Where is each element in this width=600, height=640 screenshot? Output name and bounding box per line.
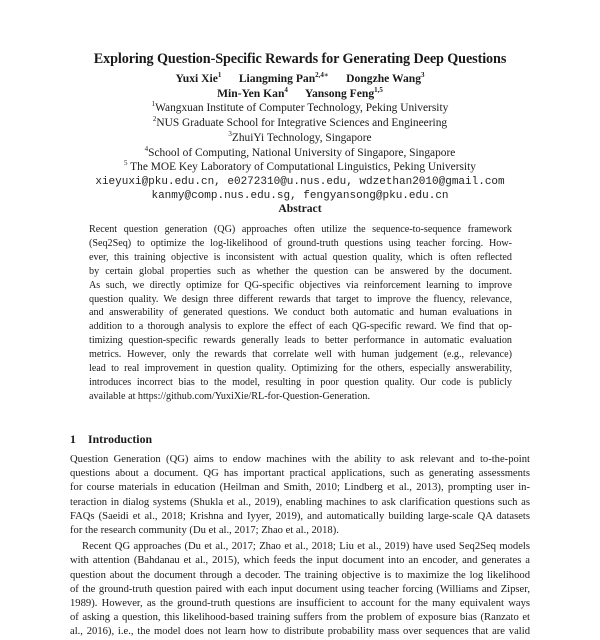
author-name: Min-Yen Kan [217,87,285,100]
section-title: Introduction [88,432,153,446]
abstract-line: introduces incorrect bias to the model, resulting in poor question quality. Our code is publicly [89,376,512,388]
section-number: 1 [70,432,76,446]
author-line-1 [0,71,600,86]
abstract-line: ever, this training objective is inconsistent with actual question quality, which is often reflected [89,251,512,263]
affiliation [0,101,600,116]
abstract-line: addition to a thorough analysis to explore the effect of each QG-specific reward. We find that op- [89,321,512,333]
abstract-line: question quality. We design three different rewards that target to improve the fluency, relevance, [89,293,512,305]
author-affiliation-mark: 2,4∗ [315,71,329,80]
affiliation-text: ZhuiYi Technology, Singapore [231,132,372,144]
author-emails: xieyuxi@pku.edu.cn, e0272310@u.nus.edu, wdzethan2010@gmail.com [95,176,505,188]
abstract-line: metrics. However, only the rewards that correlate well with human judgement (e.g., relevance) [89,349,512,361]
author-name: Yuxi Xie [175,72,218,85]
affiliation-text: School of Computing, National University of Singapore, Singapore [148,147,456,159]
text-line: for course materials in education (Heilman and Smith, 2010; Lindberg et al., 2013), prompting user in- [70,482,530,494]
text-line: al., 2016), i.e., the model does not learn how to distribute probability mass over sequences that are valid [70,626,530,638]
section-heading [70,432,152,447]
author-name: Liangming Pan [238,72,316,85]
abstract-line: Recent question generation (QG) approaches often utilize the sequence-to-sequence framework [89,224,512,235]
abstract-body [89,223,512,404]
affiliation-mark: 2 [152,115,157,124]
affiliation [0,146,600,161]
text-line: FAQs (Saeidi et al., 2018; Krishna and Iyyer, 2019), and automatically building large-scale QA datasets [70,510,530,522]
paragraph [70,540,530,639]
paper-title: Exploring Question-Specific Rewards for Generating Deep Questions [93,51,507,67]
abstract-line: by certain global properties such as whether the question can be answered by the document. [89,265,512,277]
abstract-line: (Seq2Seq) to optimize the log-likelihood of ground-truth questions using teacher forcing. How- [89,237,512,249]
author-affiliation-mark: 1 [217,71,222,80]
author-affiliation-mark: 1,5 [374,86,383,95]
affiliation-text: The MOE Key Laboratory of Computational Linguistics, Peking University [127,161,476,173]
affiliation-text: Wangxuan Institute of Computer Technology, Peking University [155,102,449,114]
author-line-2 [0,86,600,101]
introduction-body [70,453,530,640]
abstract-line: available at https://github.com/YuxiXie/RL-for-Question-Generation. [89,390,370,402]
text-line: Recent QG approaches (Du et al., 2017; Zhao et al., 2018; Liu et al., 2019) have used Seq2Seq models [82,541,530,553]
affiliation-mark: 3 [228,130,232,139]
text-line: with attention (Bahdanau et al., 2015), which feeds the input document into an encoder, and generates a [70,555,530,567]
text-line: for the research community (Du et al., 2017; Zhao et al., 2018). [70,525,339,537]
author-name: Yansong Feng [304,87,375,100]
affiliation-mark: 1 [151,100,156,109]
affiliation [0,160,600,175]
affiliation-mark: 4 [144,145,149,154]
author-emails: kanmy@comp.nus.edu.sg, fengyansong@pku.edu.cn [151,190,449,202]
author-affiliation-mark: 3 [421,71,425,80]
author-name: Dongzhe Wang [346,72,421,85]
text-line: 1989). However, as the ground-truth questions are insufficient to account for the many equivalent ways [70,598,530,610]
affiliation-mark: 5 [124,159,128,168]
abstract-heading: Abstract [278,202,322,215]
affiliation [0,116,600,131]
paragraph [70,453,530,538]
abstract-line: timizing question-specific rewards generally leads to better performance in automatic evaluation [89,335,512,347]
text-line: question about the document through a decoder. The training objective is to maximize the log likelihood [70,569,530,581]
text-line: Question Generation (QG) aims to endow machines with the ability to ask relevant and to-the-point [70,454,530,465]
affiliation [0,131,600,146]
text-line: of the ground-truth question paired with each input document using teacher forcing (Williams and Zipser, [70,583,530,595]
text-line: teraction in dialog systems (Shukla et al., 2019), enabling machines to ask clarification questions such as [70,496,530,508]
affiliation-text: NUS Graduate School for Integrative Sciences and Engineering [156,117,448,129]
abstract-line: As such, we directly optimize for QG-specific objectives via reinforcement learning to improve [89,279,512,291]
text-line: of asking a question, this likelihood-based training suffers from the problem of exposure bias (Ranzato et [70,612,530,624]
text-line: questions about a document. QG has important practical applications, such as generating assessments [70,468,530,480]
abstract-line: and answerability of generated questions. We conduct both automatic and human evaluations in [89,307,512,319]
author-affiliation-mark: 4 [284,86,288,95]
abstract-line: lead to real improvement in question quality. Optimizing for the others, especially answerability, [89,363,512,375]
